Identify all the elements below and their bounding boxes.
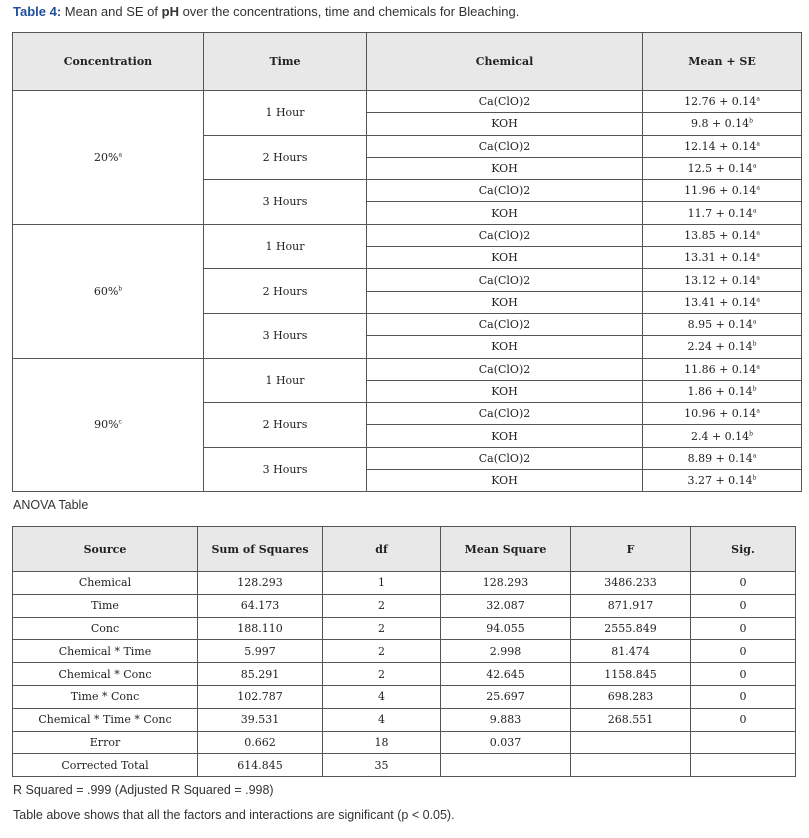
df-cell: 18 (323, 731, 441, 754)
header-sum-of-squares: Sum of Squares (198, 527, 323, 572)
mean-se-value: 1.86 + 0.14 (687, 385, 753, 398)
chemical-cell: Ca(ClO)2 (367, 224, 643, 246)
caption-label: Table 4: (13, 4, 62, 19)
time-cell: 2 Hours (204, 403, 367, 448)
f-cell: 3486.233 (571, 572, 691, 595)
chemical-cell: KOH (367, 291, 643, 313)
chemical-cell: KOH (367, 336, 643, 358)
mean-se-superscript: a (752, 318, 757, 326)
header-source: Source (13, 527, 198, 572)
concentration-value: 60% (93, 284, 119, 298)
table-row (13, 224, 802, 246)
mean-se-cell (643, 291, 802, 313)
mean-se-cell (643, 269, 802, 291)
sum-of-squares-cell: 102.787 (198, 685, 323, 708)
mean-square-cell: 128.293 (441, 572, 571, 595)
mean-se-value: 2.24 + 0.14 (687, 340, 753, 354)
header-mean-square: Mean Square (441, 527, 571, 572)
chemical-cell: KOH (367, 380, 643, 402)
anova-header-row (13, 527, 796, 572)
sig-cell: 0 (691, 594, 796, 617)
chemical-cell: KOH (367, 113, 643, 135)
mean-se-cell (643, 157, 802, 179)
sum-of-squares-cell: 5.997 (198, 640, 323, 663)
caption-post: over the concentrations, time and chemicals for Bleaching. (178, 4, 520, 19)
sig-cell (691, 731, 796, 754)
f-cell: 2555.849 (571, 617, 691, 640)
source-cell: Time * Conc (13, 685, 198, 708)
sig-cell: 0 (691, 708, 796, 731)
mean-se-value: 10.96 + 0.14 (684, 407, 757, 421)
means-table-body (13, 91, 802, 492)
concentration-superscript: c (118, 418, 122, 426)
mean-se-superscript: a (752, 206, 757, 214)
sig-cell: 0 (691, 617, 796, 640)
chemical-cell: KOH (367, 157, 643, 179)
concentration-superscript: b (118, 285, 123, 293)
mean-se-cell (643, 113, 802, 135)
mean-se-superscript: a (756, 296, 760, 304)
mean-se-cell (643, 180, 802, 202)
header-sig: Sig. (691, 527, 796, 572)
chemical-cell: Ca(ClO)2 (367, 358, 643, 380)
chemical-cell: KOH (367, 425, 643, 447)
mean-se-superscript: b (752, 474, 757, 482)
source-cell: Chemical * Time * Conc (13, 708, 198, 731)
df-cell: 2 (323, 617, 441, 640)
sum-of-squares-cell: 128.293 (198, 572, 323, 595)
mean-se-cell (643, 135, 802, 157)
sum-of-squares-cell: 188.110 (198, 617, 323, 640)
f-cell (571, 754, 691, 777)
chemical-cell: Ca(ClO)2 (367, 447, 643, 469)
df-cell: 35 (323, 754, 441, 777)
sig-cell: 0 (691, 572, 796, 595)
chemical-cell: KOH (367, 470, 643, 492)
mean-square-cell: 2.998 (441, 640, 571, 663)
mean-square-cell: 42.645 (441, 663, 571, 686)
mean-se-superscript: a (756, 229, 760, 237)
df-cell: 4 (323, 685, 441, 708)
f-cell: 81.474 (571, 640, 691, 663)
mean-square-cell: 9.883 (441, 708, 571, 731)
mean-square-cell: 94.055 (441, 617, 571, 640)
concentration-cell (13, 358, 204, 492)
mean-se-superscript: a (756, 363, 760, 371)
table-row (13, 640, 796, 663)
table-row (13, 91, 802, 113)
caption-pre: Mean and SE of (61, 4, 162, 19)
f-cell: 268.551 (571, 708, 691, 731)
source-cell: Conc (13, 617, 198, 640)
sum-of-squares-cell: 0.662 (198, 731, 323, 754)
df-cell: 2 (323, 594, 441, 617)
mean-se-value: 9.8 + 0.14 (690, 117, 750, 131)
mean-se-superscript: a (752, 452, 757, 460)
mean-se-value: 13.12 + 0.14 (684, 273, 757, 287)
mean-se-cell (643, 470, 802, 492)
table-row (13, 594, 796, 617)
mean-se-value: 12.5 + 0.14 (687, 162, 753, 176)
table-row (13, 663, 796, 686)
sig-cell: 0 (691, 685, 796, 708)
mean-se-superscript: a (756, 407, 760, 415)
mean-se-value: 11.86 + 0.14 (684, 362, 757, 376)
mean-se-superscript: a (756, 140, 760, 148)
header-mean-se: Mean + SE (643, 33, 802, 91)
source-cell: Time (13, 594, 198, 617)
source-cell: Corrected Total (13, 754, 198, 777)
mean-se-cell (643, 403, 802, 425)
sum-of-squares-cell: 85.291 (198, 663, 323, 686)
mean-se-cell (643, 247, 802, 269)
mean-se-superscript: a (756, 251, 760, 259)
mean-square-cell (441, 754, 571, 777)
mean-se-value: 13.85 + 0.14 (684, 228, 757, 242)
mean-se-superscript: b (752, 340, 757, 348)
source-cell: Chemical * Time (13, 640, 198, 663)
mean-se-cell (643, 447, 802, 469)
sum-of-squares-cell: 64.173 (198, 594, 323, 617)
mean-square-cell: 32.087 (441, 594, 571, 617)
concentration-value: 90% (94, 418, 119, 432)
mean-se-cell (643, 91, 802, 113)
table-row (13, 572, 796, 595)
mean-se-value: 13.31 + 0.14 (684, 251, 757, 265)
mean-se-superscript: b (749, 429, 754, 437)
mean-se-value: 2.4 + 0.14 (690, 429, 750, 443)
f-cell: 1158.845 (571, 663, 691, 686)
time-cell: 3 Hours (204, 313, 367, 358)
mean-se-cell (643, 425, 802, 447)
source-cell: Error (13, 731, 198, 754)
mean-se-superscript: a (756, 273, 760, 281)
f-cell (571, 731, 691, 754)
table-caption (13, 4, 519, 19)
mean-se-superscript: a (752, 162, 757, 170)
mean-square-cell: 25.697 (441, 685, 571, 708)
header-df: df (323, 527, 441, 572)
mean-se-superscript: a (756, 95, 760, 103)
source-cell: Chemical * Conc (13, 663, 198, 686)
time-cell: 1 Hour (204, 91, 367, 136)
chemical-cell: Ca(ClO)2 (367, 135, 643, 157)
source-cell: Chemical (13, 572, 198, 595)
mean-se-cell (643, 313, 802, 335)
table-row (13, 731, 796, 754)
time-cell: 2 Hours (204, 135, 367, 180)
table-row (13, 754, 796, 777)
f-cell: 698.283 (571, 685, 691, 708)
time-cell: 3 Hours (204, 447, 367, 492)
table-row (13, 617, 796, 640)
table-row (13, 358, 802, 380)
concentration-cell (13, 224, 204, 358)
chemical-cell: Ca(ClO)2 (367, 403, 643, 425)
header-concentration: Concentration (13, 33, 204, 91)
mean-se-cell (643, 336, 802, 358)
significance-note: Table above shows that all the factors and interactions are significant (p < 0.05). (13, 808, 455, 822)
sig-cell: 0 (691, 640, 796, 663)
sum-of-squares-cell: 39.531 (198, 708, 323, 731)
concentration-superscript: a (118, 151, 123, 159)
time-cell: 2 Hours (204, 269, 367, 314)
mean-se-value: 11.96 + 0.14 (684, 184, 757, 198)
chemical-cell: KOH (367, 247, 643, 269)
chemical-cell: Ca(ClO)2 (367, 313, 643, 335)
caption-bold: pH (161, 4, 179, 19)
df-cell: 2 (323, 640, 441, 663)
mean-se-cell (643, 380, 802, 402)
mean-se-superscript: b (749, 117, 754, 125)
header-f: F (571, 527, 691, 572)
table-row (13, 685, 796, 708)
chemical-cell: Ca(ClO)2 (367, 269, 643, 291)
df-cell: 2 (323, 663, 441, 686)
concentration-cell (13, 91, 204, 225)
chemical-cell: Ca(ClO)2 (367, 180, 643, 202)
means-header-row (13, 33, 802, 91)
chemical-cell: Ca(ClO)2 (367, 91, 643, 113)
f-cell: 871.917 (571, 594, 691, 617)
mean-se-cell (643, 202, 802, 224)
mean-se-superscript: a (756, 184, 760, 192)
anova-title: ANOVA Table (13, 498, 89, 512)
mean-square-cell: 0.037 (441, 731, 571, 754)
anova-table (12, 526, 796, 777)
anova-table-body (13, 572, 796, 777)
concentration-value: 20% (93, 150, 119, 164)
time-cell: 1 Hour (204, 224, 367, 269)
df-cell: 1 (323, 572, 441, 595)
mean-se-value: 3.27 + 0.14 (687, 474, 753, 488)
mean-se-value: 8.95 + 0.14 (687, 318, 753, 332)
mean-se-cell (643, 358, 802, 380)
mean-se-value: 12.14 + 0.14 (684, 139, 757, 153)
time-cell: 1 Hour (204, 358, 367, 403)
chemical-cell: KOH (367, 202, 643, 224)
means-table (12, 32, 802, 492)
sig-cell: 0 (691, 663, 796, 686)
mean-se-value: 12.76 + 0.14 (684, 95, 757, 109)
mean-se-value: 13.41 + 0.14 (684, 295, 757, 309)
mean-se-value: 11.7 + 0.14 (687, 206, 753, 220)
table-row (13, 708, 796, 731)
mean-se-superscript: b (752, 385, 757, 393)
mean-se-value: 8.89 + 0.14 (687, 451, 753, 465)
header-time: Time (204, 33, 367, 91)
r-squared-note: R Squared = .999 (Adjusted R Squared = .998) (13, 783, 274, 797)
sum-of-squares-cell: 614.845 (198, 754, 323, 777)
mean-se-cell (643, 224, 802, 246)
header-chemical: Chemical (367, 33, 643, 91)
time-cell: 3 Hours (204, 180, 367, 225)
df-cell: 4 (323, 708, 441, 731)
sig-cell (691, 754, 796, 777)
